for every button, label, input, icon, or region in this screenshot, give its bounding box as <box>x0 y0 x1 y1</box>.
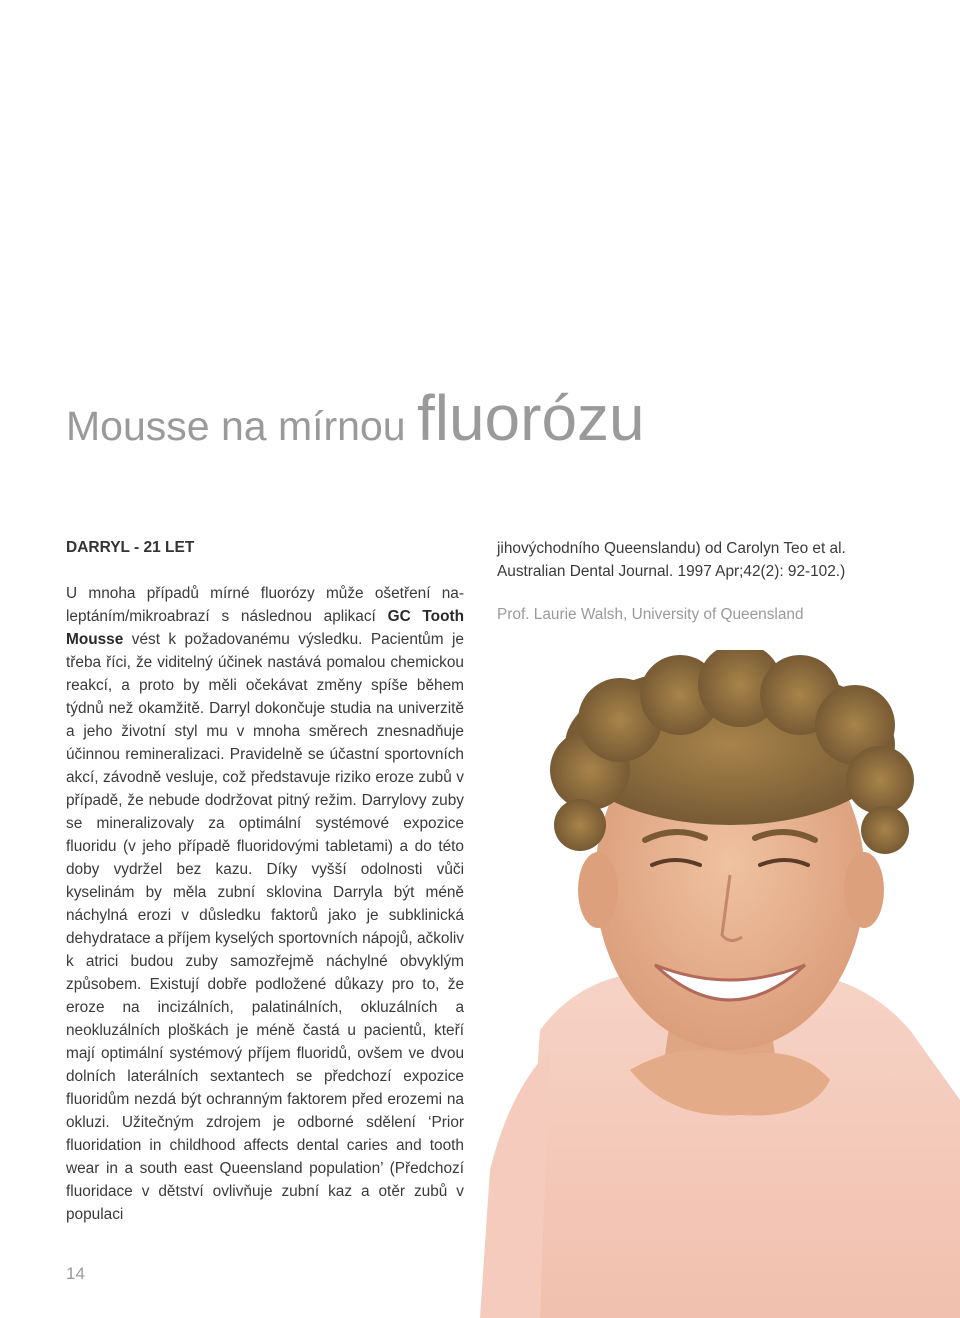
patient-portrait-illustration <box>480 650 960 1318</box>
ear-right <box>844 852 884 928</box>
ear-left <box>578 852 618 928</box>
shirt-shape-left <box>480 1050 550 1318</box>
page-title-part2: fluorózu <box>416 382 645 454</box>
author-credit: Prof. Laurie Walsh, University of Queensland <box>497 606 804 623</box>
page-number: 14 <box>66 1264 85 1283</box>
body-continuation <box>497 537 937 583</box>
page-title <box>66 382 645 454</box>
body-main: vést k požadovanému výsledku. Pacientům je třeba říci, že viditelný účinek nastává pomalou chemickou reakcí, a proto by měli očekávat změny spíše během týdnů než okamžitě. Darryl dokončuje studia na univerzitě a jeho životní styl mu v mnoha směrech znesnadňuje účinnou remineralizaci. Pravidelně se účastní sportovních akcí, závodně vesluje, což představuje riziko eroze zubů v případě, že nebude dodržovat pitný režim. Darrylovy zuby se mineralizovaly za optimální systémové expozice fluoridu (v jeho případě fluoridovými tabletami) a do této doby vydržel bez kazu. Díky vyšší odolnosti vůči kyselinám by měla zubní sklovina Darryla být méně náchylná erozi v důsledku faktorů jako je subklinická dehydratace a příjem kyselých sportovních nápojů, ačkoliv k atrici budou zuby samozřejmě náchylné obvyklým způsobem. Existují dobře podložené důkazy pro to, že eroze na incizálních, palatinálních, okluzálních a neokluzálních ploškách je méně častá u pacientů, kteří mají optimální systémový příjem fluoridů, ovšem ve dvou dolních laterálních sextantech se předchozí expozice fluoridům nezdá být ochranným faktorem před erozemi na okluzi. Užitečným zdrojem je odborné sdělení ‘Prior fluoridation in childhood affects dental caries and tooth wear in a south east Queensland population’ (Předchozí fluoridace v dětství ovlivňuje zubní kaz a otěr zubů v populaci <box>66 631 464 1223</box>
section-heading: DARRYL - 21 LET <box>66 539 195 556</box>
body-intro: U mnoha případů mírné fluorózy může ošetření naleptáním/mikroabrazí s následnou aplikací <box>66 585 464 625</box>
patient-photo <box>480 650 960 1318</box>
continuation-line-2: Australian Dental Journal. 1997 Apr;42(2): 92-102.) <box>497 563 846 580</box>
body-text <box>66 582 464 1226</box>
product-name: GC Tooth Mousse <box>66 608 465 648</box>
continuation-line-1: jihovýchodního Queenslandu) od Carolyn Teo et al. <box>497 540 846 557</box>
hair-shape <box>550 650 914 854</box>
page-title-part1: Mousse na mírnou <box>66 403 417 449</box>
